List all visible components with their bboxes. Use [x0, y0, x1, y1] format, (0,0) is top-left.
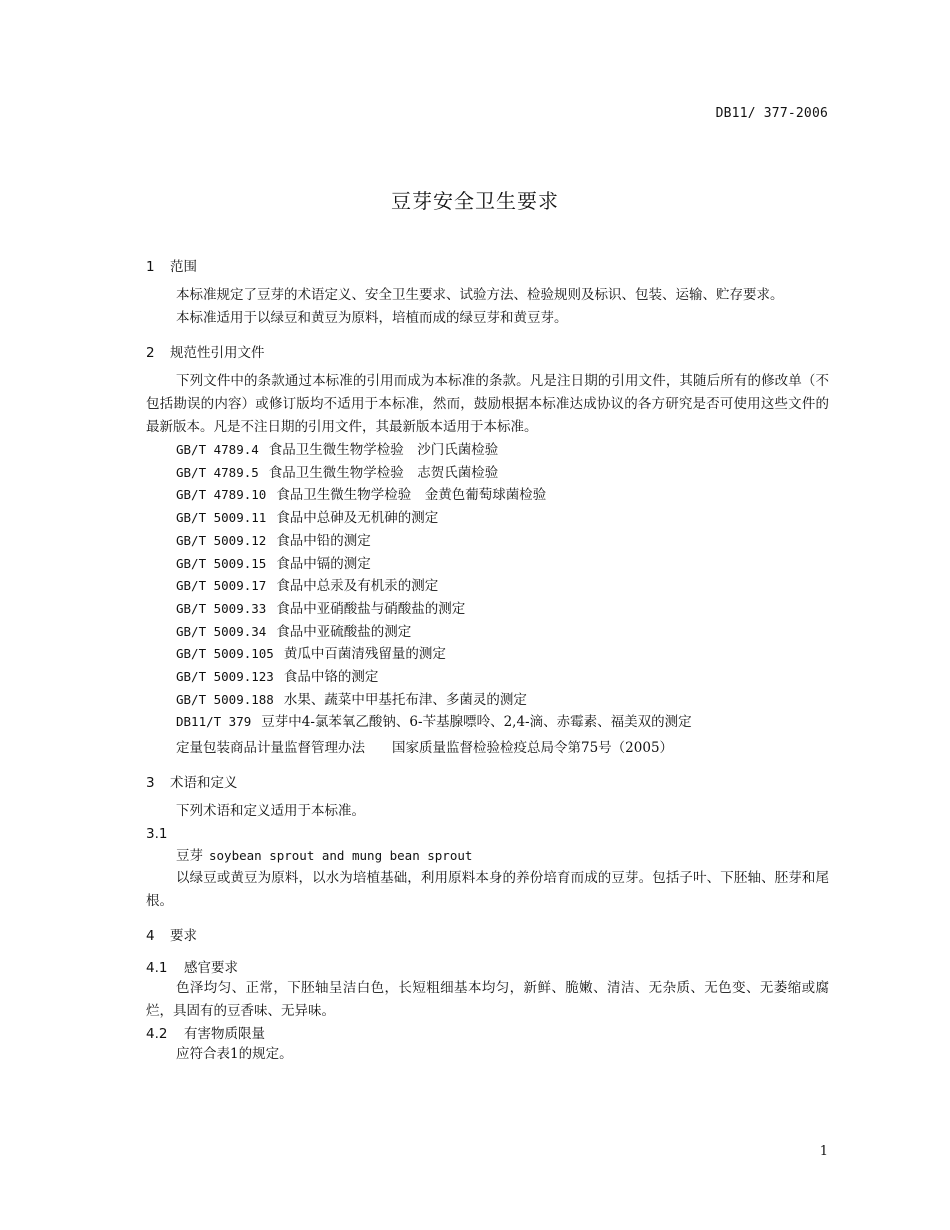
reference-item — [146, 507, 829, 530]
reference-code: GB/T 5009.34 — [176, 623, 267, 639]
document-code: DB11/ 377-2006 — [715, 106, 828, 121]
reference-item — [146, 439, 829, 462]
section-number: 3 — [146, 774, 155, 791]
reference-title: 食品中总砷及无机砷的测定 — [276, 510, 439, 527]
reference-title: 食品卫生微生物学检验 沙门氏菌检验 — [268, 442, 499, 458]
reference-code: GB/T 5009.123 — [176, 669, 274, 685]
term-definition: 以绿豆或黄豆为原料，以水为培植基础，利用原料本身的养份培育而成的豆芽。包括子叶、下胚轴、胚芽和尾根。 — [146, 869, 829, 909]
reference-item — [146, 598, 829, 621]
reference-item — [146, 621, 829, 644]
reference-title: 食品中亚硫酸盐的测定 — [276, 623, 412, 640]
reference-title: 食品中总汞及有机汞的测定 — [276, 578, 439, 595]
reference-title: 黄瓜中百菌清残留量的测定 — [283, 646, 446, 663]
section-title: 要求 — [170, 927, 197, 944]
reference-item — [146, 575, 829, 598]
section-3-heading — [146, 774, 829, 792]
reference-code: GB/T 4789.5 — [176, 464, 259, 480]
subsection-title: 有害物质限量 — [184, 1025, 265, 1042]
reference-item — [146, 530, 829, 553]
harmful-substances-text: 应符合表1的规定。 — [176, 1045, 293, 1062]
reference-item — [146, 711, 829, 734]
section-title: 术语和定义 — [170, 774, 238, 791]
reference-code: GB/T 5009.105 — [176, 646, 274, 662]
scope-paragraph-1: 本标准规定了豆芽的术语定义、安全卫生要求、试验方法、检验规则及标识、包装、运输、贮存要求。 — [176, 287, 784, 303]
reference-list — [146, 439, 829, 760]
section-2-heading — [146, 344, 829, 362]
reference-item — [146, 484, 829, 507]
subsection-4-1-heading — [146, 959, 829, 977]
reference-code: GB/T 5009.17 — [176, 578, 267, 594]
subsection-title: 感官要求 — [184, 959, 238, 976]
reference-title: 食品卫生微生物学检验 志贺氏菌检验 — [268, 464, 499, 481]
subsection-number: 3.1 — [146, 825, 168, 842]
reference-title: 食品中镉的测定 — [276, 555, 371, 572]
term-chinese: 豆芽 — [176, 847, 203, 864]
reference-item — [146, 689, 829, 712]
reference-code: GB/T 4789.10 — [176, 487, 267, 503]
reference-title: 豆芽中4-氯苯氧乙酸钠、6-苄基腺嘌呤、2,4-滴、赤霉素、福美双的测定 — [261, 714, 692, 731]
reference-code: GB/T 5009.12 — [176, 532, 267, 548]
document-body — [146, 258, 829, 1066]
reference-code: GB/T 5009.15 — [176, 555, 267, 571]
section-number: 4 — [146, 927, 155, 944]
reference-item — [146, 666, 829, 689]
reference-item — [146, 553, 829, 576]
reference-code: GB/T 4789.4 — [176, 442, 259, 457]
reference-item-regulation: 定量包装商品计量监督管理办法 国家质量监督检验检疫总局令第75号（2005） — [176, 740, 674, 757]
reference-code: GB/T 5009.188 — [176, 691, 274, 707]
section-number: 1 — [146, 259, 155, 275]
section-4-heading — [146, 927, 829, 945]
page-number: 1 — [819, 1144, 828, 1159]
subsection-number: 4.1 — [146, 959, 168, 976]
reference-title: 食品中亚硝酸盐与硝酸盐的测定 — [276, 600, 466, 617]
term-entry — [146, 845, 829, 867]
sensory-requirements-text: 色泽均匀、正常，下胚轴呈洁白色，长短粗细基本均匀，新鲜、脆嫩、清洁、无杂质、无色变、无萎缩或腐烂，具固有的豆香味、无异味。 — [146, 979, 829, 1019]
reference-code: DB11/T 379 — [176, 714, 252, 730]
term-english: soybean sprout and mung bean sprout — [209, 847, 473, 863]
reference-code: GB/T 5009.11 — [176, 510, 267, 526]
reference-item — [146, 462, 829, 485]
section-title: 规范性引用文件 — [170, 345, 265, 361]
reference-item — [146, 643, 829, 666]
reference-code: GB/T 5009.33 — [176, 600, 267, 616]
terms-intro-paragraph: 下列术语和定义适用于本标准。 — [176, 802, 365, 819]
document-title: 豆芽安全卫生要求 — [391, 189, 559, 213]
reference-title: 水果、蔬菜中甲基托布津、多菌灵的测定 — [283, 691, 527, 708]
section-title: 范围 — [170, 259, 197, 275]
reference-title: 食品卫生微生物学检验 金黄色葡萄球菌检验 — [276, 487, 547, 504]
section-number: 2 — [146, 345, 155, 361]
reference-title: 食品中铬的测定 — [283, 669, 379, 686]
section-1-heading — [146, 258, 829, 276]
subsection-4-2-heading — [146, 1025, 829, 1043]
reference-title: 食品中铅的测定 — [276, 532, 371, 549]
normative-references-paragraph: 下列文件中的条款通过本标准的引用而成为本标准的条款。凡是注日期的引用文件，其随后所有的修改单（不包括勘误的内容）或修订版均不适用于本标准，然而，鼓励根据本标准达成协议的各方研究是否可使用这些文件的最新版本。凡是不注日期的引用文件，其最新版本适用于本标准。 — [146, 373, 829, 435]
scope-paragraph-2: 本标准适用于以绿豆和黄豆为原料，培植而成的绿豆芽和黄豆芽。 — [176, 310, 568, 326]
subsection-number: 4.2 — [146, 1025, 168, 1042]
